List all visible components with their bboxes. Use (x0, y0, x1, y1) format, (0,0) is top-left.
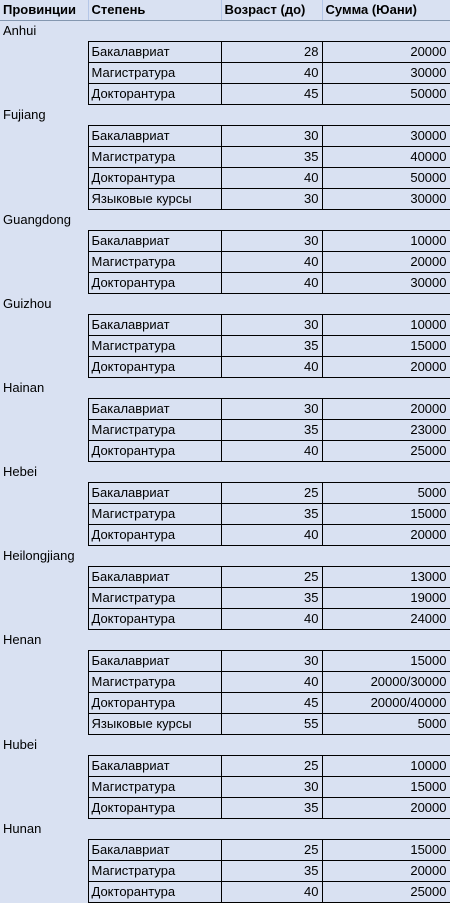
empty-cell[interactable] (0, 693, 88, 714)
empty-cell[interactable] (0, 84, 88, 105)
table-row (0, 126, 450, 147)
amount-cell[interactable]: 20000 (322, 252, 450, 273)
province-row (0, 105, 450, 126)
degree-cell[interactable]: Магистратура (88, 861, 221, 882)
province-name-cell[interactable]: Fujiang (3, 107, 46, 122)
amount-cell[interactable]: 20000 (322, 399, 450, 420)
table-row (0, 147, 450, 168)
province-name-cell[interactable]: Henan (3, 632, 42, 647)
degree-cell[interactable]: Магистратура (88, 63, 221, 84)
degree-cell[interactable]: Докторантура (88, 84, 221, 105)
amount-cell[interactable]: 30000 (322, 126, 450, 147)
degree-cell[interactable]: Докторантура (88, 798, 221, 819)
header-row (0, 0, 450, 21)
province-name-cell[interactable]: Guangdong (3, 212, 71, 227)
age-cell[interactable]: 28 (221, 42, 322, 63)
degree-cell[interactable]: Языковые курсы (88, 189, 221, 210)
table-row (0, 231, 450, 252)
table-row (0, 882, 450, 903)
degree-cell[interactable]: Бакалавриат (88, 42, 221, 63)
degree-cell[interactable]: Бакалавриат (88, 651, 221, 672)
province-row (0, 735, 450, 756)
degree-cell[interactable]: Бакалавриат (88, 840, 221, 861)
age-cell[interactable]: 55 (221, 714, 322, 735)
province-name-cell[interactable]: Hunan (3, 821, 42, 836)
age-cell[interactable]: 30 (221, 231, 322, 252)
age-cell[interactable]: 40 (221, 273, 322, 294)
age-cell[interactable]: 25 (221, 840, 322, 861)
province-name-cell[interactable]: Hebei (3, 464, 37, 479)
age-cell[interactable]: 40 (221, 441, 322, 462)
amount-cell[interactable]: 25000 (322, 882, 450, 903)
empty-cell[interactable] (88, 105, 450, 126)
header-amount[interactable]: Сумма (Юани) (322, 0, 450, 21)
province-name-cell[interactable]: Heilongjiang (3, 548, 75, 563)
empty-cell[interactable] (0, 420, 88, 441)
age-cell[interactable]: 35 (221, 588, 322, 609)
age-cell[interactable]: 35 (221, 504, 322, 525)
empty-cell[interactable] (88, 210, 450, 231)
degree-cell[interactable]: Докторантура (88, 609, 221, 630)
age-cell[interactable]: 25 (221, 483, 322, 504)
amount-cell[interactable]: 20000/30000 (322, 672, 450, 693)
amount-cell[interactable]: 15000 (322, 504, 450, 525)
table-row (0, 504, 450, 525)
table-row (0, 84, 450, 105)
table-row (0, 252, 450, 273)
empty-cell[interactable] (0, 861, 88, 882)
age-cell[interactable]: 40 (221, 525, 322, 546)
age-cell[interactable]: 30 (221, 315, 322, 336)
empty-cell[interactable] (0, 252, 88, 273)
empty-cell[interactable] (0, 756, 88, 777)
table-row (0, 609, 450, 630)
table-row (0, 483, 450, 504)
degree-cell[interactable]: Магистратура (88, 420, 221, 441)
empty-cell[interactable] (0, 147, 88, 168)
empty-cell[interactable] (0, 357, 88, 378)
table-row (0, 399, 450, 420)
amount-cell[interactable]: 5000 (322, 714, 450, 735)
province-row (0, 462, 450, 483)
table-body (0, 21, 450, 903)
empty-cell[interactable] (0, 504, 88, 525)
province-name-cell[interactable]: Guizhou (3, 296, 52, 311)
empty-cell[interactable] (0, 231, 88, 252)
province-name-cell[interactable]: Hainan (3, 380, 45, 395)
age-cell[interactable]: 45 (221, 84, 322, 105)
degree-cell[interactable]: Магистратура (88, 672, 221, 693)
amount-cell[interactable]: 25000 (322, 441, 450, 462)
empty-cell[interactable] (0, 273, 88, 294)
amount-cell[interactable]: 20000 (322, 798, 450, 819)
table-row (0, 357, 450, 378)
empty-cell[interactable] (88, 21, 450, 42)
table-row (0, 756, 450, 777)
province-name-cell[interactable]: Anhui (3, 23, 37, 39)
amount-cell[interactable]: 40000 (322, 147, 450, 168)
amount-cell[interactable]: 20000/40000 (322, 693, 450, 714)
empty-cell[interactable] (88, 462, 450, 483)
empty-cell[interactable] (0, 882, 88, 903)
degree-cell[interactable]: Бакалавриат (88, 399, 221, 420)
table-row (0, 525, 450, 546)
degree-cell[interactable]: Докторантура (88, 693, 221, 714)
table-row (0, 42, 450, 63)
table-row (0, 315, 450, 336)
age-cell[interactable]: 25 (221, 756, 322, 777)
amount-cell[interactable]: 19000 (322, 588, 450, 609)
age-cell[interactable]: 40 (221, 672, 322, 693)
empty-cell[interactable] (0, 567, 88, 588)
province-row (0, 294, 450, 315)
province-row (0, 21, 450, 42)
age-cell[interactable]: 40 (221, 609, 322, 630)
amount-cell[interactable]: 10000 (322, 315, 450, 336)
empty-cell[interactable] (0, 315, 88, 336)
table-row (0, 672, 450, 693)
table-row (0, 63, 450, 84)
degree-cell[interactable]: Докторантура (88, 882, 221, 903)
degree-cell[interactable]: Бакалавриат (88, 231, 221, 252)
degree-cell[interactable]: Бакалавриат (88, 315, 221, 336)
table-row (0, 189, 450, 210)
degree-cell[interactable]: Магистратура (88, 147, 221, 168)
age-cell[interactable]: 25 (221, 567, 322, 588)
empty-cell[interactable] (0, 609, 88, 630)
amount-cell[interactable]: 20000 (322, 861, 450, 882)
age-cell[interactable]: 40 (221, 882, 322, 903)
amount-cell[interactable]: 30000 (322, 63, 450, 84)
degree-cell[interactable]: Докторантура (88, 357, 221, 378)
amount-cell[interactable]: 30000 (322, 273, 450, 294)
degree-cell[interactable]: Бакалавриат (88, 126, 221, 147)
amount-cell[interactable]: 13000 (322, 567, 450, 588)
degree-cell[interactable]: Магистратура (88, 252, 221, 273)
amount-cell[interactable]: 30000 (322, 189, 450, 210)
amount-cell[interactable]: 20000 (322, 525, 450, 546)
amount-cell[interactable]: 10000 (322, 756, 450, 777)
amount-cell[interactable]: 15000 (322, 336, 450, 357)
table-row (0, 567, 450, 588)
age-cell[interactable]: 35 (221, 861, 322, 882)
age-cell[interactable]: 35 (221, 420, 322, 441)
amount-cell[interactable]: 23000 (322, 420, 450, 441)
empty-cell[interactable] (0, 126, 88, 147)
province-row (0, 378, 450, 399)
amount-cell[interactable]: 20000 (322, 42, 450, 63)
empty-cell[interactable] (88, 546, 450, 567)
empty-cell[interactable] (88, 819, 450, 840)
degree-cell[interactable]: Бакалавриат (88, 756, 221, 777)
degree-cell[interactable]: Магистратура (88, 336, 221, 357)
empty-cell[interactable] (88, 294, 450, 315)
degree-cell[interactable]: Магистратура (88, 588, 221, 609)
degree-cell[interactable]: Языковые курсы (88, 714, 221, 735)
degree-cell[interactable]: Бакалавриат (88, 483, 221, 504)
empty-cell[interactable] (88, 630, 450, 651)
province-row (0, 546, 450, 567)
degree-cell[interactable]: Бакалавриат (88, 567, 221, 588)
table-row (0, 861, 450, 882)
amount-cell[interactable]: 50000 (322, 84, 450, 105)
table-row (0, 840, 450, 861)
age-cell[interactable]: 40 (221, 168, 322, 189)
age-cell[interactable]: 40 (221, 252, 322, 273)
empty-cell[interactable] (0, 714, 88, 735)
empty-cell[interactable] (0, 399, 88, 420)
empty-cell[interactable] (88, 378, 450, 399)
degree-cell[interactable]: Докторантура (88, 273, 221, 294)
table-row (0, 336, 450, 357)
degree-cell[interactable]: Магистратура (88, 504, 221, 525)
province-row (0, 819, 450, 840)
amount-cell[interactable]: 20000 (322, 357, 450, 378)
empty-cell[interactable] (0, 525, 88, 546)
degree-cell[interactable]: Докторантура (88, 168, 221, 189)
age-cell[interactable]: 40 (221, 357, 322, 378)
age-cell[interactable]: 30 (221, 777, 322, 798)
age-cell[interactable]: 35 (221, 147, 322, 168)
empty-cell[interactable] (0, 483, 88, 504)
amount-cell[interactable]: 24000 (322, 609, 450, 630)
table-row (0, 777, 450, 798)
amount-cell[interactable]: 50000 (322, 168, 450, 189)
province-name-cell[interactable]: Hubei (3, 737, 37, 752)
table-row (0, 273, 450, 294)
age-cell[interactable]: 35 (221, 798, 322, 819)
empty-cell[interactable] (0, 63, 88, 84)
empty-cell[interactable] (0, 840, 88, 861)
header-degree[interactable]: Степень (88, 0, 221, 21)
empty-cell[interactable] (0, 189, 88, 210)
province-row (0, 210, 450, 231)
table-row (0, 798, 450, 819)
empty-cell[interactable] (0, 672, 88, 693)
empty-cell[interactable] (0, 777, 88, 798)
age-cell[interactable]: 30 (221, 399, 322, 420)
empty-cell[interactable] (0, 798, 88, 819)
age-cell[interactable]: 40 (221, 63, 322, 84)
amount-cell[interactable]: 15000 (322, 651, 450, 672)
degree-cell[interactable]: Докторантура (88, 525, 221, 546)
degree-cell[interactable]: Докторантура (88, 441, 221, 462)
table-row (0, 168, 450, 189)
empty-cell[interactable] (0, 168, 88, 189)
empty-cell[interactable] (0, 651, 88, 672)
empty-cell[interactable] (0, 441, 88, 462)
amount-cell[interactable]: 5000 (322, 483, 450, 504)
province-row (0, 630, 450, 651)
table-row (0, 693, 450, 714)
header-age[interactable]: Возраст (до) (221, 0, 322, 21)
empty-cell[interactable] (0, 588, 88, 609)
table-row (0, 420, 450, 441)
table-row (0, 651, 450, 672)
empty-cell[interactable] (0, 336, 88, 357)
age-cell[interactable]: 30 (221, 126, 322, 147)
empty-cell[interactable] (0, 42, 88, 63)
age-cell[interactable]: 30 (221, 189, 322, 210)
table-row (0, 714, 450, 735)
table-row (0, 441, 450, 462)
table-row (0, 588, 450, 609)
amount-cell[interactable]: 15000 (322, 777, 450, 798)
age-cell[interactable]: 30 (221, 651, 322, 672)
empty-cell[interactable] (88, 735, 450, 756)
amount-cell[interactable]: 10000 (322, 231, 450, 252)
age-cell[interactable]: 35 (221, 336, 322, 357)
degree-cell[interactable]: Магистратура (88, 777, 221, 798)
amount-cell[interactable]: 15000 (322, 840, 450, 861)
age-cell[interactable]: 45 (221, 693, 322, 714)
header-province[interactable]: Провинции (0, 0, 88, 21)
